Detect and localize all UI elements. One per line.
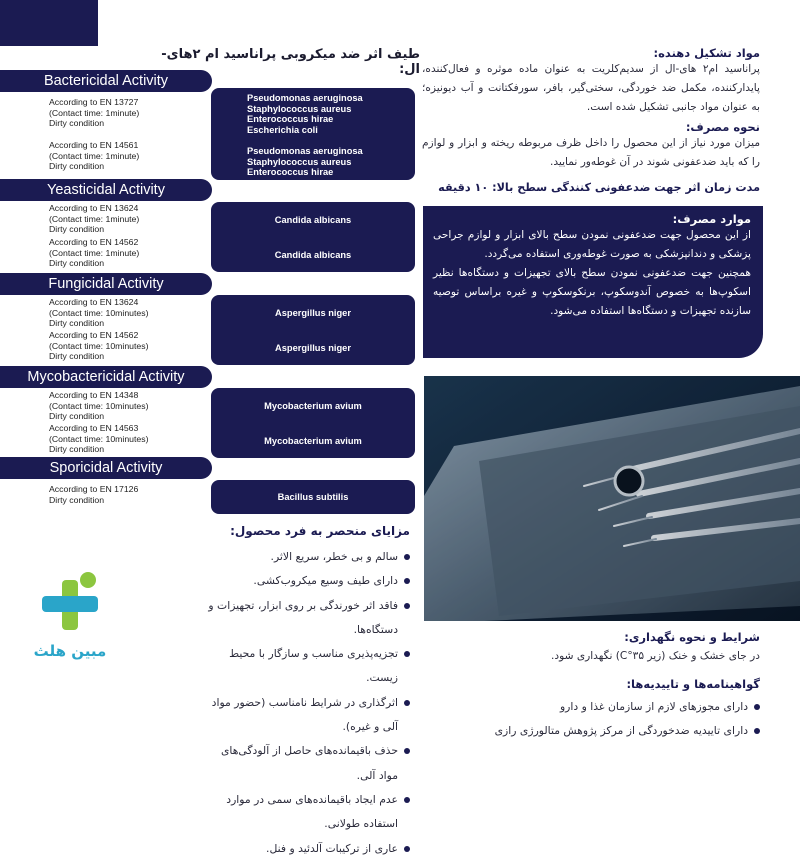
standard-line: According to EN 13624 xyxy=(49,203,139,213)
standard-line: Dirty condition xyxy=(49,318,105,328)
uses-heading: موارد مصرف: xyxy=(672,212,751,226)
standard-line: Dirty condition xyxy=(49,224,105,234)
organism-box xyxy=(211,202,415,272)
organism-name: Escherichia coli xyxy=(247,124,318,135)
activity-bar-yeasticidal: Yeasticidal Activity xyxy=(0,179,212,201)
company-logo xyxy=(30,570,110,660)
organism-name: Staphylococcus aureus xyxy=(247,156,352,167)
standard-line: (Contact time: 10minutes) xyxy=(49,433,149,444)
standard-line: Dirty condition xyxy=(49,411,105,421)
instruments-photo xyxy=(424,376,800,621)
corner-accent-top-left xyxy=(0,0,98,46)
standard-block xyxy=(49,423,148,455)
benefit-item: تجزیه‌پذیری مناسب و سازگار با محیط زیست. xyxy=(200,642,410,691)
standard-block xyxy=(49,390,148,422)
uses-item: همچنین جهت ضدعفونی نمودن سطح بالای تجهیزات و دستگاه‌ها نظیر اسکوپ‌ها به خصوص آندوسکوپ، برنکوسکوپ و غیره براساس توصیه سازنده تجهیزات و دستگاه‌ها استفاده می‌شود. xyxy=(433,267,751,317)
standard-line: (Contact time: 1minute) xyxy=(49,150,140,161)
standard-block xyxy=(49,237,139,269)
ingredients-text: پراناسید ام۲ های-ال از سدیم‌کلریت به عنوان ماده موثره و فعال‌کننده، پایدارکننده، مکمل ضد خوردگی، سختی‌گیر، بافر، سورفکتانت و آب دیونیزه؛ به عنوان مواد جانبی تشکیل شده است. xyxy=(422,63,760,113)
organism-box xyxy=(211,480,415,514)
activity-bar-fungicidal: Fungicidal Activity xyxy=(0,273,212,295)
organism-name: Mycobacterium avium xyxy=(264,400,362,411)
uses-item: از این محصول جهت ضدعفونی نمودن سطح بالای ابزار و لوازم جراحی پزشکی و دندانپزشکی به صورت غوطه‌وری استفاده می‌گردد. xyxy=(433,229,751,260)
standard-line: (Contact time: 10minutes) xyxy=(49,400,149,411)
standard-line: According to EN 17126 xyxy=(49,484,139,494)
standard-line: (Contact time: 10minutes) xyxy=(49,340,149,351)
organism-name: Bacillus subtilis xyxy=(277,492,349,502)
standard-line: Dirty condition xyxy=(49,118,105,128)
benefits-heading: مزایای منحصر به فرد محصول: xyxy=(230,524,410,538)
usage-section xyxy=(422,120,760,172)
standard-line: Dirty condition xyxy=(49,161,105,171)
certificate-item: دارای مجوزهای لازم از سازمان غذا و دارو xyxy=(430,695,760,719)
standard-line: (Contact time: 1minute) xyxy=(49,247,140,258)
spectrum-title: طیف اثر ضد میکروبی پراناسید ام ۲های-ال: xyxy=(161,47,420,77)
organism-name: Enterococcus hirae xyxy=(247,167,334,177)
standard-line: (Contact time: 10minutes) xyxy=(49,307,149,318)
organism-name: Candida albicans xyxy=(274,214,352,225)
organism-name: Pseudomonas aeruginosa xyxy=(247,93,363,103)
standard-line: (Contact time: 1minute) xyxy=(49,213,140,224)
standard-block xyxy=(49,97,139,129)
standard-block xyxy=(49,330,148,362)
standard-line: According to EN 13624 xyxy=(49,297,139,307)
standard-line: According to EN 14348 xyxy=(49,390,139,400)
contact-time: مدت زمان اثر جهت ضدعفونی کنندگی سطح بالا: ۱۰ دقیقه xyxy=(438,181,760,194)
certificates-section xyxy=(430,677,760,744)
certificates-heading: گواهینامه‌ها و تاییدیه‌ها: xyxy=(626,677,760,691)
benefit-item: سالم و بی خطر، سریع الاثر. xyxy=(200,545,410,569)
usage-text: میزان مورد نیاز از این محصول را داخل ظرف مربوطه ریخته و ابزار و لوازم را که باید ضدعفونی شوند در آن غوطه‌ور نمایید. xyxy=(422,137,760,168)
organism-name: Candida albicans xyxy=(274,249,352,260)
standard-block xyxy=(49,297,148,329)
usage-heading: نحوه مصرف: xyxy=(685,120,760,134)
benefit-item: فاقد اثر خورندگی بر روی ابزار، تجهیزات و دستگاه‌ها. xyxy=(200,594,410,643)
organism-name: Pseudomonas aeruginosa xyxy=(247,146,363,156)
activity-bar-mycobactericidal: Mycobactericidal Activity xyxy=(0,366,212,388)
standard-line: According to EN 14562 xyxy=(49,237,139,247)
organism-name: Mycobacterium avium xyxy=(264,435,362,446)
benefits-section xyxy=(200,524,410,861)
standard-line: Dirty condition xyxy=(49,351,105,361)
storage-heading: شرایط و نحوه نگهداری: xyxy=(624,630,760,644)
standard-line: Dirty condition xyxy=(49,258,105,268)
standard-line: Dirty condition xyxy=(49,494,105,505)
uses-box xyxy=(423,206,763,358)
activity-bar-sporicidal: Sporicidal Activity xyxy=(0,457,212,479)
standard-line: According to EN 13727 xyxy=(49,97,139,107)
certificate-item: دارای تاییدیه ضدخوردگی از مرکز پژوهش متالورژی رازی xyxy=(430,719,760,743)
medical-cross-icon xyxy=(30,570,110,638)
activity-bar-bactericidal: Bactericidal Activity xyxy=(0,70,212,92)
ingredients-heading: مواد تشکیل دهنده: xyxy=(653,46,760,60)
standard-block xyxy=(49,140,139,172)
standard-block xyxy=(49,484,138,505)
benefit-item: حذف باقیمانده‌های حاصل از آلودگی‌های مواد آلی. xyxy=(200,739,410,788)
ingredients-section xyxy=(422,46,760,117)
organism-box xyxy=(211,88,415,180)
standard-line: According to EN 14561 xyxy=(49,140,139,150)
organism-name: Enterococcus hirae xyxy=(247,114,334,124)
standard-line: Dirty condition xyxy=(49,444,105,454)
benefit-item: دارای طیف وسیع میکروب‌کشی. xyxy=(200,569,410,593)
standard-line: According to EN 14563 xyxy=(49,423,139,433)
standard-line: According to EN 14562 xyxy=(49,330,139,340)
benefit-item: اثرگذاری در شرایط نامناسب (حضور مواد آلی و غیره). xyxy=(200,691,410,740)
standard-line: (Contact time: 1minute) xyxy=(49,107,140,118)
storage-text: در جای خشک و خنک (زیر ۳۵°C) نگهداری شود. xyxy=(551,650,760,662)
benefit-item: عدم ایجاد باقیمانده‌های سمی در موارد استفاده طولانی. xyxy=(200,788,410,837)
organism-box xyxy=(211,388,415,458)
standard-block xyxy=(49,203,139,235)
storage-section xyxy=(430,630,760,668)
organism-name: Aspergillus niger xyxy=(275,342,351,353)
organism-name: Aspergillus niger xyxy=(275,307,351,318)
logo-text: مبین هلث xyxy=(33,642,107,660)
organism-box xyxy=(211,295,415,365)
organism-name: Staphylococcus aureus xyxy=(247,103,352,114)
benefit-item: عاری از ترکیبات آلدئید و فنل. xyxy=(200,837,410,861)
